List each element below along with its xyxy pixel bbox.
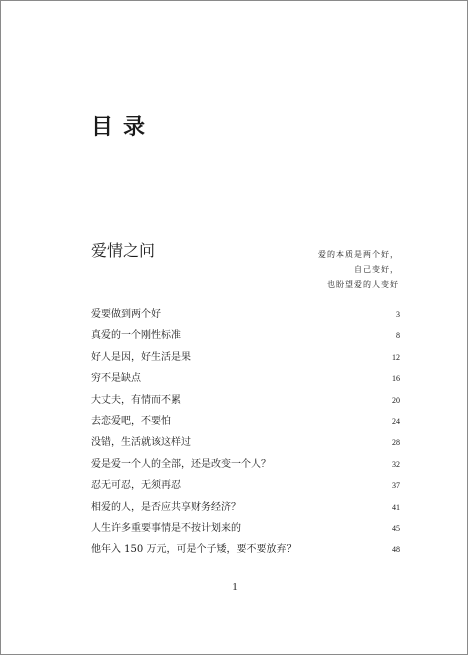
- toc-entry-page: 20: [392, 395, 400, 405]
- epigraph-line: 爱的本质是两个好，: [318, 250, 399, 259]
- toc-entry-title: 人生许多重要事情是不按计划来的: [91, 522, 241, 534]
- toc-entry-page: 16: [392, 374, 400, 384]
- toc-entry[interactable]: [91, 519, 400, 540]
- toc-entry[interactable]: [91, 476, 400, 497]
- toc-entry-title: 穷不是缺点: [91, 373, 141, 385]
- toc-entry[interactable]: [91, 540, 400, 561]
- toc-entry-page: 8: [396, 331, 400, 341]
- section-epigraph: [318, 247, 399, 292]
- toc-entry[interactable]: [91, 369, 400, 390]
- toc-entry-title: 大丈夫，有情而不累: [91, 394, 181, 406]
- toc-entry-page: 24: [392, 416, 400, 426]
- toc-heading: 目录: [91, 114, 156, 140]
- toc-entry-title: 真爱的一个刚性标准: [91, 330, 181, 342]
- toc-entry[interactable]: [91, 455, 400, 476]
- toc-entry-title: 相爱的人，是否应共享财务经济？: [91, 501, 241, 513]
- epigraph-line: 自己变好，: [354, 265, 399, 274]
- toc-entry[interactable]: [91, 412, 400, 433]
- toc-entries: [91, 305, 400, 562]
- toc-entry-page: 3: [396, 310, 400, 319]
- toc-entry-page: 32: [392, 459, 400, 469]
- section-title: 爱情之问: [91, 241, 156, 260]
- page-number: 1: [232, 581, 238, 593]
- toc-entry-page: 48: [392, 545, 400, 555]
- toc-entry-page: 12: [392, 352, 400, 362]
- toc-entry-page: 41: [392, 502, 400, 512]
- toc-entry[interactable]: [91, 391, 400, 412]
- toc-entry[interactable]: [91, 348, 400, 369]
- toc-entry-title: 他年入 150 万元，可是个子矮，要不要放弃？: [91, 544, 297, 556]
- epigraph-line: 也盼望爱的人变好: [327, 280, 399, 289]
- toc-entry-title: 去恋爱吧，不要怕: [91, 415, 171, 427]
- toc-entry-title: 没错，生活就该这样过: [91, 437, 191, 449]
- toc-entry-title: 好人是因，好生活是果: [91, 351, 191, 363]
- toc-entry-page: 45: [392, 523, 400, 533]
- toc-entry[interactable]: [91, 433, 400, 454]
- toc-entry-page: 28: [392, 438, 400, 448]
- toc-entry-page: 37: [392, 481, 400, 491]
- toc-entry-title: 爱是爱一个人的全部，还是改变一个人？: [91, 458, 271, 470]
- toc-entry-title: 忍无可忍，无须再忍: [91, 480, 181, 492]
- toc-entry[interactable]: [91, 305, 400, 326]
- toc-entry-title: 爱要做到两个好: [91, 309, 161, 320]
- toc-entry[interactable]: [91, 326, 400, 347]
- toc-entry[interactable]: [91, 498, 400, 519]
